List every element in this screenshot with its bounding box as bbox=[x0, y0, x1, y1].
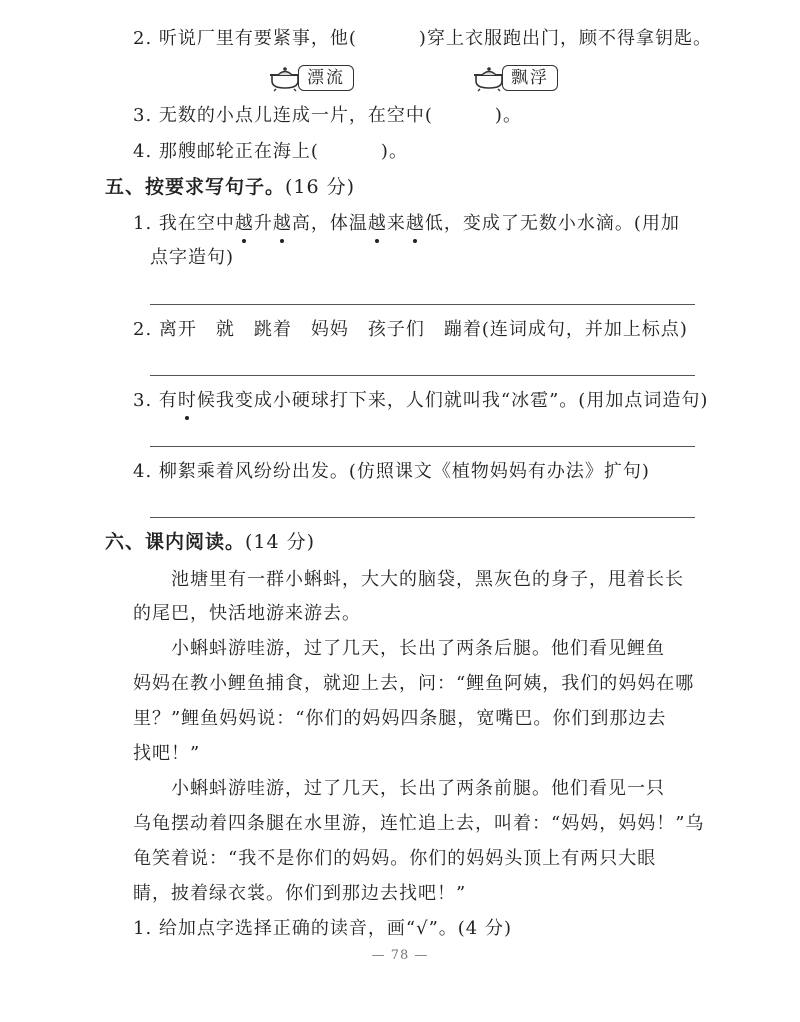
question-4-2 bbox=[133, 27, 712, 51]
text-segment: 3. bbox=[133, 390, 159, 411]
section-6-heading bbox=[105, 530, 315, 554]
text-segment: 来 bbox=[386, 213, 406, 234]
question-4-4 bbox=[133, 140, 408, 164]
question-4-4-after: )。 bbox=[380, 141, 408, 162]
passage-line: 睛，披着绿衣裳。你们到那边去找吧！” bbox=[133, 883, 467, 904]
passage-line: 池塘里有一群小蝌蚪，大大的脑袋，黑灰色的身子，甩着长长 bbox=[133, 569, 684, 590]
question-4-3-after: )。 bbox=[494, 105, 522, 126]
question-5-1-continued: 点字造句) bbox=[150, 247, 235, 268]
question-5-4: 4. 柳絮乘着风纷纷出发。(仿照课文《植物妈妈有办法》扩句) bbox=[133, 461, 650, 482]
answer-line[interactable] bbox=[150, 304, 695, 305]
text-segment: 高，体温 bbox=[291, 213, 368, 234]
text-segment: 1. 我在空中 bbox=[133, 213, 235, 234]
section-6-score: (14 分) bbox=[245, 531, 316, 553]
question-4-3-before: 3. 无数的小点儿连成一片，在空中( bbox=[133, 105, 433, 126]
answer-line[interactable] bbox=[150, 446, 695, 447]
page-number: — 78 — bbox=[371, 948, 429, 963]
pot-icon bbox=[472, 64, 506, 92]
word-choice-label: 漂流 bbox=[298, 65, 354, 91]
answer-line[interactable] bbox=[150, 517, 695, 518]
passage-line: 小蝌蚪游哇游，过了几天，长出了两条前腿。他们看见一只 bbox=[133, 778, 665, 799]
question-6-1: 1. 给加点字选择正确的读音，画“√”。(4 分) bbox=[133, 918, 512, 939]
dotted-char: 越 bbox=[367, 213, 387, 234]
dotted-char: 越 bbox=[272, 213, 292, 234]
question-5-2: 2. 离开 就 跳着 妈妈 孩子们 蹦着(连词成句，并加上标点) bbox=[133, 319, 688, 340]
question-5-3 bbox=[133, 389, 708, 413]
question-4-2-after: )穿上衣服跑出门，顾不得拿钥匙。 bbox=[418, 28, 712, 49]
text-segment: 我变成小硬球打下来，人们就叫我“冰雹”。(用加点词造句) bbox=[215, 390, 709, 411]
dotted-char: 越 bbox=[234, 213, 254, 234]
question-4-2-before: 2. 听说厂里有要紧事，他( bbox=[133, 28, 357, 49]
text-segment: 升 bbox=[253, 213, 273, 234]
section-5-heading bbox=[105, 175, 355, 199]
word-choice-1 bbox=[268, 64, 354, 92]
dotted-word: 有时候 bbox=[158, 390, 216, 411]
text-segment: 低，变成了无数小水滴。(用加 bbox=[424, 213, 680, 234]
passage-line: 乌龟摆动着四条腿在水里游，连忙追上去，叫着：“妈妈，妈妈！”乌 bbox=[133, 813, 705, 834]
question-4-4-before: 4. 那艘邮轮正在海上( bbox=[133, 141, 319, 162]
passage-line: 妈妈在教小鲤鱼捕食，就迎上去，问：“鲤鱼阿姨，我们的妈妈在哪 bbox=[133, 673, 695, 694]
passage-line: 小蝌蚪游哇游，过了几天，长出了两条后腿。他们看见鲤鱼 bbox=[133, 638, 665, 659]
section-6-title: 六、课内阅读。 bbox=[105, 531, 246, 553]
question-5-1 bbox=[133, 212, 680, 236]
pot-icon bbox=[268, 64, 302, 92]
question-4-3 bbox=[133, 104, 522, 128]
word-choice-label: 飘浮 bbox=[502, 65, 558, 91]
passage-line: 的尾巴，快活地游来游去。 bbox=[133, 603, 361, 624]
section-5-score: (16 分) bbox=[285, 176, 356, 198]
passage-line: 找吧！” bbox=[133, 743, 201, 764]
word-choice-2 bbox=[472, 64, 558, 92]
passage-line: 龟笑着说：“我不是你们的妈妈。你们的妈妈头顶上有两只大眼 bbox=[133, 848, 657, 869]
dotted-char: 越 bbox=[405, 213, 425, 234]
answer-line[interactable] bbox=[150, 375, 695, 376]
passage-line: 里？”鲤鱼妈妈说：“你们的妈妈四条腿，宽嘴巴。你们到那边去 bbox=[133, 708, 667, 729]
section-5-title: 五、按要求写句子。 bbox=[105, 176, 286, 198]
